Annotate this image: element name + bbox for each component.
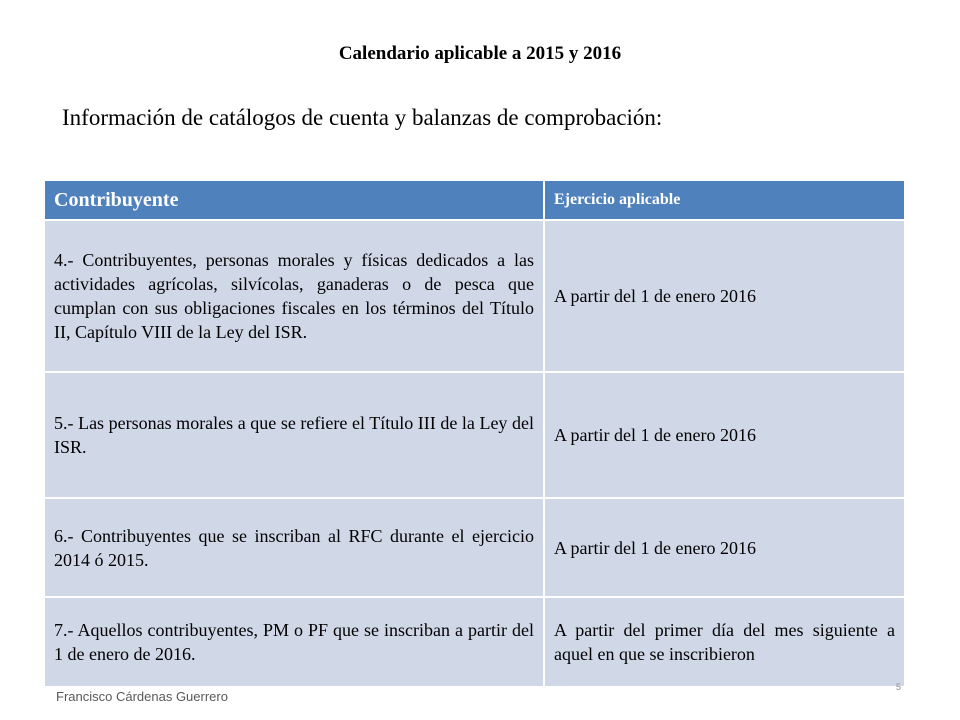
table-row [44, 220, 905, 372]
cell-contribuyente: 4.- Contribuyentes, personas morales y físicas dedicados a las actividades agrícolas, silvícolas, ganaderas o de pesca que cumplan con sus obligaciones fiscales en los términos del Título II, Capítulo VIII de la Ley del ISR. [44, 220, 544, 372]
cell-ejercicio: A partir del 1 de enero 2016 [544, 498, 905, 597]
table-row [44, 372, 905, 498]
header-ejercicio: Ejercicio aplicable [544, 180, 905, 220]
slide-title: Calendario aplicable a 2015 y 2016 [338, 43, 622, 64]
cell-contribuyente: 7.- Aquellos contribuyentes, PM o PF que se inscriban a partir del 1 de enero de 2016. [44, 597, 544, 687]
calendar-table [43, 179, 906, 688]
table-header-row [44, 180, 905, 220]
table-row [44, 597, 905, 687]
header-contribuyente: Contribuyente [44, 180, 544, 220]
cell-contribuyente: 5.- Las personas morales a que se refiere el Título III de la Ley del ISR. [44, 372, 544, 498]
cell-ejercicio: A partir del 1 de enero 2016 [544, 220, 905, 372]
page-number: 5 [896, 682, 902, 692]
slide-subtitle: Información de catálogos de cuenta y balanzas de comprobación: [62, 105, 663, 130]
footer-author: Francisco Cárdenas Guerrero [56, 689, 228, 704]
cell-ejercicio: A partir del 1 de enero 2016 [544, 372, 905, 498]
cell-ejercicio: A partir del primer día del mes siguiente a aquel en que se inscribieron [544, 597, 905, 687]
table-row [44, 498, 905, 597]
cell-contribuyente: 6.- Contribuyentes que se inscriban al RFC durante el ejercicio 2014 ó 2015. [44, 498, 544, 597]
